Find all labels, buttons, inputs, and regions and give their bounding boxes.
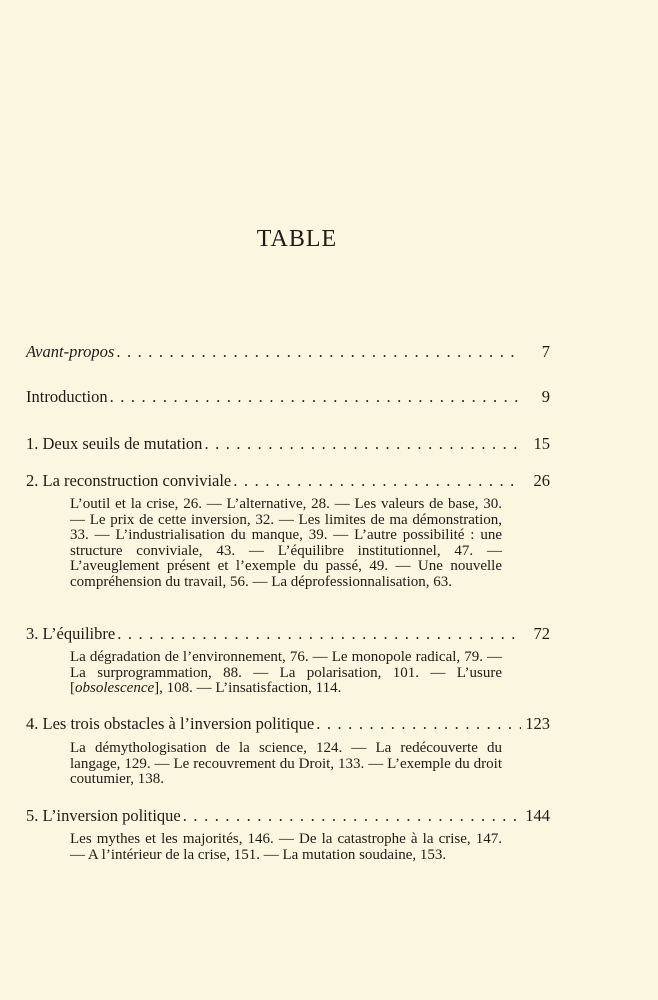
toc-entry-page: 123 — [525, 714, 550, 733]
dot-leader — [204, 434, 522, 454]
toc-entry-chapter-2 — [26, 471, 550, 491]
dot-leader — [117, 624, 522, 644]
toc-entry-page: 7 — [541, 342, 550, 361]
toc-entry-label: 2. La reconstruction conviviale — [26, 471, 232, 490]
page-title: TABLE — [256, 226, 338, 252]
toc-entry-chapter-4 — [26, 714, 550, 734]
toc-entry-chapter-1 — [26, 434, 550, 454]
toc-entry-label: Introduction — [26, 387, 108, 406]
dot-leader — [183, 806, 521, 826]
toc-entry-avant-propos — [26, 342, 550, 362]
toc-entry-page: 72 — [533, 624, 550, 643]
subsection-text-italic: obsolescence — [75, 680, 155, 697]
dot-leader — [316, 714, 521, 734]
toc-entry-label: 5. L’inversion politique — [26, 806, 181, 825]
toc-entry-page: 26 — [533, 471, 550, 490]
subsection-text: La dégradation de l’environnement, 76. — Le monopole radical, 79. — La surprogrammation, 88. — La polarisation, 101. — L’usure [ — [70, 649, 502, 697]
toc-entry-label: 4. Les trois obstacles à l’inversion politique — [26, 714, 315, 733]
toc-entry-chapter-3 — [26, 624, 550, 644]
toc-entry-subsections: L’outil et la crise, 26. — L’alternative, 28. — Les valeurs de base, 30. — Le prix de cette inversion, 32. — Les limites de ma démonstration, 33. — L’industrialisation du manque, 39. — L’autre possibilité : une structure conviviale, 43. — L’équilibre institutionnel, 47. — L’aveuglement présent et l’exemple du passé, 49. — Une nouvelle compréhension du travail, 56. — La déprofessionnalisation, 63. — [70, 496, 502, 590]
toc-entry-page: 144 — [525, 806, 550, 825]
dot-leader — [233, 471, 522, 491]
toc-entry-label: 1. Deux seuils de mutation — [26, 434, 203, 453]
toc-entry-introduction — [26, 387, 550, 407]
toc-entry-subsections: La démythologisation de la science, 124. — La redécouverte du langage, 129. — Le recouvrement du Droit, 133. — L’exemple du droit coutumier, 138. — [70, 740, 502, 788]
dot-leader — [110, 387, 522, 407]
toc-entry-subsections — [70, 650, 502, 697]
toc-entry-label: 3. L’équilibre — [26, 624, 116, 643]
toc-entry-label: Avant-propos — [26, 342, 115, 361]
dot-leader — [116, 342, 522, 362]
subsection-text: ], 108. — L’insatisfaction, 114. — [154, 680, 342, 697]
toc-entry-page: 9 — [541, 387, 550, 406]
toc-entry-page: 15 — [533, 434, 550, 453]
toc-entry-chapter-5 — [26, 806, 550, 826]
toc-entry-subsections: Les mythes et les majorités, 146. — De la catastrophe à la crise, 147. — A l’intérieur de la crise, 151. — La mutation soudaine, 153. — [70, 831, 502, 863]
